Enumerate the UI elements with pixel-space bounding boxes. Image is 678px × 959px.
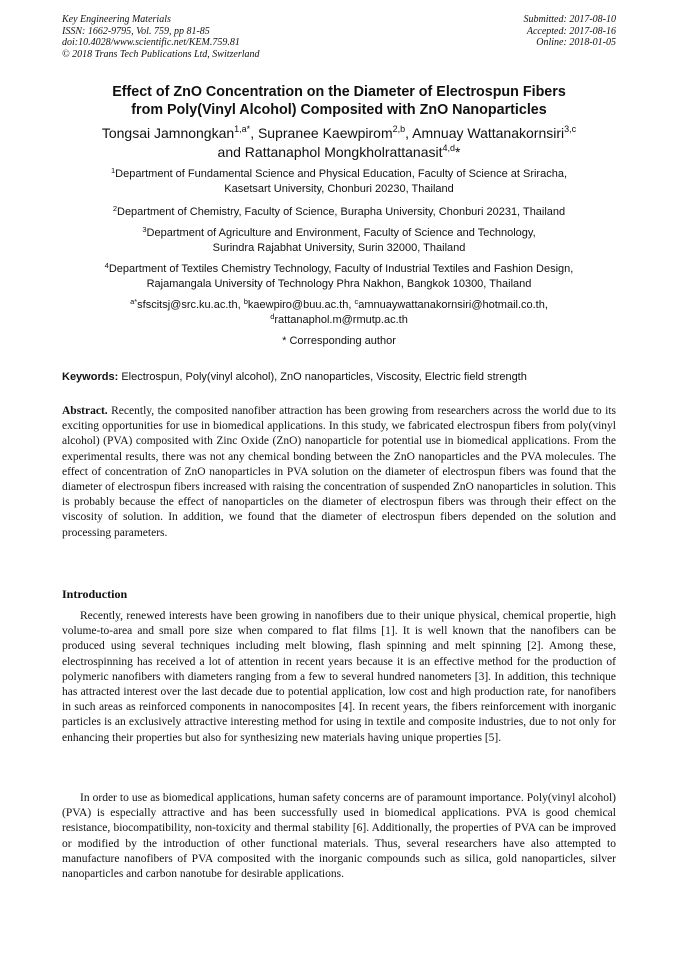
- email-link[interactable]: sfscitsj@src.ku.ac.th: [137, 299, 238, 311]
- paper-title: [62, 83, 616, 119]
- affiliation-number: 4: [104, 261, 109, 270]
- affiliation-3: [62, 226, 616, 256]
- journal-header-right: [524, 14, 617, 49]
- corresponding-star: *: [455, 144, 461, 160]
- email-superscript: d: [270, 312, 275, 321]
- affiliation-line: Surindra Rajabhat University, Surin 32000, Thailand: [212, 242, 466, 254]
- section-heading-introduction: Introduction: [62, 587, 128, 601]
- author-superscript: 4,d: [442, 143, 455, 153]
- email-link[interactable]: kaewpiro@buu.ac.th: [247, 299, 349, 311]
- affiliation-line: [62, 167, 616, 182]
- email-link[interactable]: amnuaywattanakornsiri@hotmail.co.th: [358, 299, 545, 311]
- abstract-text: Recently, the composited nanofiber attraction has been growing from researchers across the world due to its exciting opportunities for use in biomedical applications. In this study, we fabricated electrospun fibers from poly(vinyl alcohol) (PVA) composited with Zinc Oxide (ZnO) nanoparticle for potential use in biomedical applications. From the experimental results, there was not any chemical bonding between the ZnO nanoparticles and the PVA molecules. The effect of concentration of ZnO nanoparticles in PVA solution on the diameter of electrospun fibers was found that the diameter of electrospun fibers increased with raising the concentration of suspended ZnO nanoparticles in solution. This is probably because the effect of nanoparticles on the diameter of electrospun fibers was through their effect on the viscosity of solution. In addition, we found that the diameter of electrospun fibers depended on the solution and processing parameters.: [62, 405, 617, 539]
- email-line-1: [62, 298, 616, 313]
- author-name: Supranee Kaewpirom: [257, 125, 393, 141]
- author-name: Amnuay Wattanakornsiri: [412, 125, 565, 141]
- submitted-date: Submitted: 2017-08-10: [523, 14, 616, 25]
- author-line-1: [62, 124, 616, 143]
- author-name: Tongsai Jamnongkan: [101, 125, 235, 141]
- affiliation-4: [62, 262, 616, 292]
- author-line-2: [62, 143, 616, 162]
- intro-paragraph-2: In order to use as biomedical applications, human safety concerns are of paramount importance. Poly(vinyl alcohol) (PVA) is especially attractive and has been successfully used in biomedical applications. PVA is good chemical resistance, biocompatibility, non-toxicity and thermal stability [6]. Additionally, the properties of PVA can be improved or modified by the introduction of other functional materials. Thus, several researchers have also attempted to manufacture nanofibers of PVA composited with the inorganic compounds such as silica, gold nanoparticles, silver nanoparticles and carbon nanotube for desirable applications.: [62, 792, 616, 881]
- affiliation-line: [62, 205, 616, 220]
- journal-header-left: [62, 14, 260, 60]
- affiliation-number: 2: [112, 204, 117, 213]
- affiliation-text: Department of Textiles Chemistry Technology, Faculty of Industrial Textiles and Fashion Design,: [108, 263, 574, 275]
- abstract: [62, 404, 616, 541]
- affiliation-text: Department of Agriculture and Environment, Faculty of Science and Technology,: [146, 227, 536, 239]
- email-superscript: a*: [130, 297, 138, 306]
- online-date: Online: 2018-01-05: [536, 37, 616, 48]
- corresponding-author-note: * Corresponding author: [282, 335, 396, 347]
- email-link[interactable]: rattanaphol.m@rmutp.ac.th: [274, 314, 408, 326]
- email-superscript: b: [243, 297, 248, 306]
- author-superscript: 1,a*: [234, 124, 251, 134]
- author-conjunction: and: [217, 144, 245, 160]
- affiliation-line: Rajamangala University of Technology Phra Nakhon, Bangkok 10300, Thailand: [146, 278, 532, 290]
- author-list: [62, 124, 616, 162]
- affiliation-line: Kasetsart University, Chonburi 20230, Thailand: [224, 183, 454, 195]
- keywords: [62, 370, 622, 384]
- affiliation-number: 3: [142, 225, 147, 234]
- keywords-text: Electrospun, Poly(vinyl alcohol), ZnO nanoparticles, Viscosity, Electric field strength: [121, 371, 527, 383]
- affiliation-1: [62, 167, 616, 197]
- affiliation-2: [62, 205, 616, 220]
- email-list: [62, 298, 616, 328]
- affiliation-text: Department of Chemistry, Faculty of Science, Burapha University, Chonburi 20231, Thailand: [117, 206, 566, 218]
- journal-issn: ISSN: 1662-9795, Vol. 759, pp 81-85: [62, 25, 210, 37]
- author-separator: ,: [405, 125, 413, 141]
- affiliation-line: [62, 226, 616, 241]
- journal-doi[interactable]: doi:10.4028/www.scientific.net/KEM.759.81: [62, 37, 240, 48]
- author-superscript: 2,b: [392, 124, 406, 134]
- author-name: Rattanaphol Mongkholrattanasit: [244, 144, 443, 160]
- abstract-label: Abstract.: [62, 405, 108, 417]
- keywords-label: Keywords:: [62, 371, 119, 383]
- journal-name: Key Engineering Materials: [62, 14, 171, 25]
- email-separator: ,: [237, 299, 244, 311]
- affiliation-number: 1: [110, 166, 116, 175]
- affiliation-line: [62, 262, 616, 277]
- email-line-2: [62, 313, 616, 328]
- author-superscript: 3,c: [564, 124, 577, 134]
- accepted-date: Accepted: 2017-08-16: [526, 25, 616, 37]
- journal-copyright: © 2018 Trans Tech Publications Ltd, Switzerland: [62, 48, 260, 60]
- email-superscript: c: [354, 297, 359, 306]
- email-separator: ,: [348, 299, 355, 311]
- affiliation-text: Department of Fundamental Science and Physical Education, Faculty of Science at Sriracha,: [115, 168, 568, 180]
- author-separator: ,: [250, 125, 258, 141]
- title-line-1: Effect of ZnO Concentration on the Diameter of Electrospun Fibers: [112, 84, 566, 100]
- title-line-2: from Poly(Vinyl Alcohol) Composited with ZnO Nanoparticles: [131, 102, 547, 118]
- intro-paragraph-1: Recently, renewed interests have been growing in nanofibers due to their unique physical, chemical propertie, high volume-to-area and small pore size when compared to flat films [1]. It is well known that the nanofibers can be produced using several techniques including melt blowing, flash spinning and melt spinning [2]. Among these, electrospinning has received a lot of attention in recent years because it is an effective method for the production of polymeric nanofibers with diameters ranging from a few to several hundred nanometers [3]. In addition, this technique has attracted interest over the last decade due to potential application, low cost and high production rate, for nanofibers in such areas as reinforced components in nanocomposites [4]. In recent years, the fibers reinforcement with inorganic particles is an exclusively attractive interesting method for using in textile and composite industries, due to not only for enhancing their properties but also for synthesizing new materials having unique properties [5].: [62, 610, 616, 744]
- email-separator: ,: [544, 299, 548, 311]
